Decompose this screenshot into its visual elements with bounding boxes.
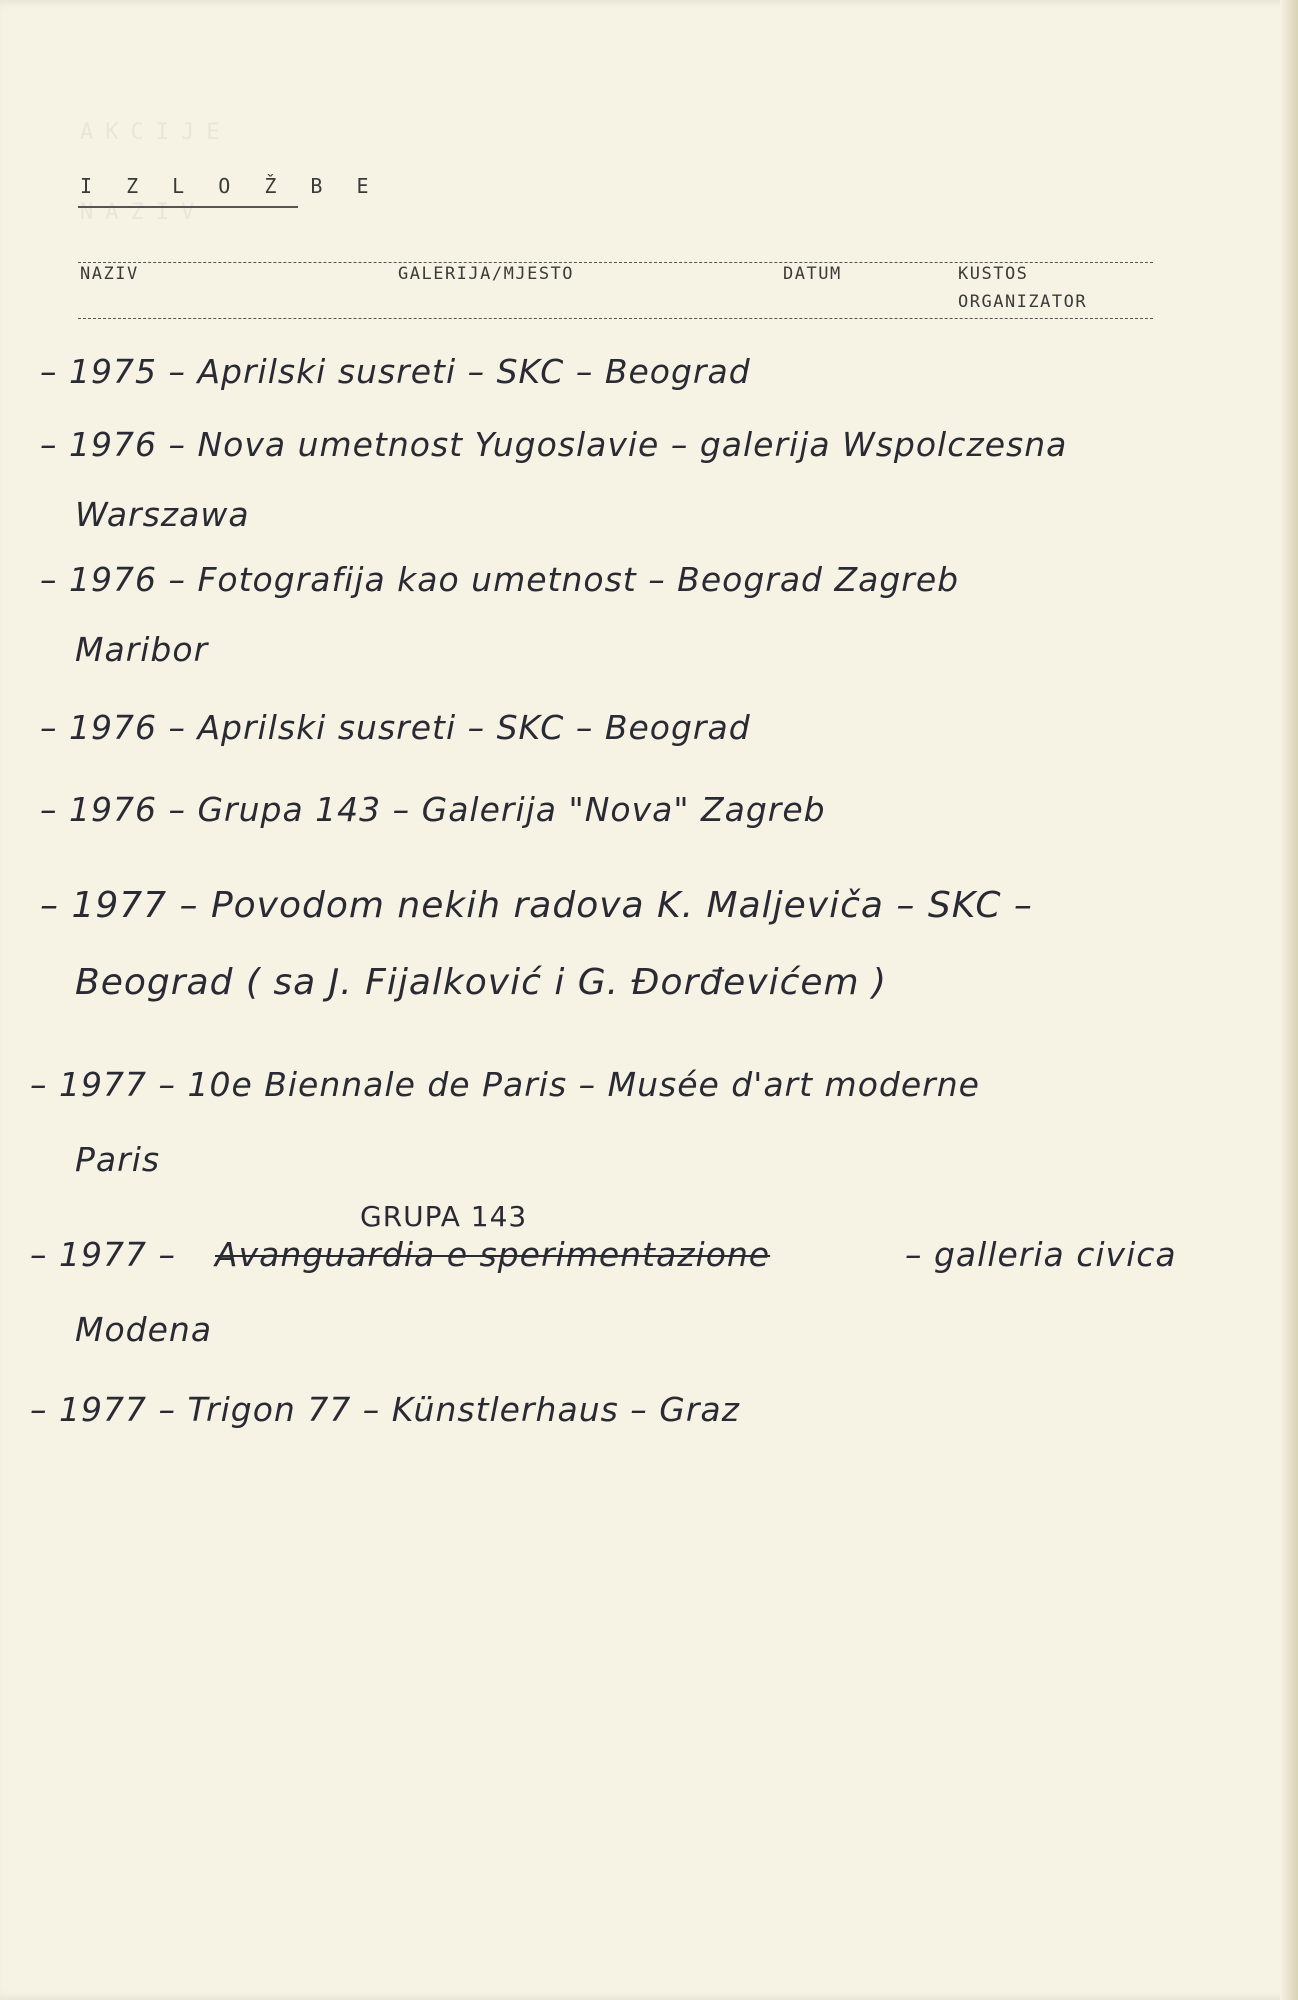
page-edge xyxy=(1280,0,1298,2000)
header-bottom-rule xyxy=(78,318,1153,319)
entry-8-insertion: GRUPA 143 xyxy=(360,1200,528,1233)
entry-4-line-1: – 1976 – Aprilski susreti – SKC – Beograd xyxy=(40,708,751,747)
column-kustos: KUSTOS xyxy=(958,264,1029,284)
entry-5-line-1: – 1976 – Grupa 143 – Galerija "Nova" Zagreb xyxy=(40,790,826,829)
bleed-through-text: AKCIJE xyxy=(80,120,232,145)
entry-7-line-1: – 1977 – 10e Biennale de Paris – Musée d'art moderne xyxy=(30,1065,980,1104)
entry-8-line-1-prefix: – 1977 – xyxy=(30,1235,176,1274)
entry-8-struck-title: Avanguardia e sperimentazione xyxy=(215,1235,771,1274)
entry-8-line-2: Modena xyxy=(75,1310,213,1349)
entry-3-line-1: – 1976 – Fotografija kao umetnost – Beograd Zagreb xyxy=(40,560,960,599)
column-galerija: GALERIJA/MJESTO xyxy=(398,264,575,284)
entry-6-line-1: – 1977 – Povodom nekih radova K. Maljeviča – SKC – xyxy=(40,885,1033,926)
title-underline xyxy=(78,206,298,208)
entry-2-line-1: – 1976 – Nova umetnost Yugoslavie – galerija Wspolczesna xyxy=(40,425,1068,464)
header-top-rule xyxy=(78,262,1153,263)
entry-6-line-2: Beograd ( sa J. Fijalković i G. Đorđevićem ) xyxy=(75,962,888,1003)
entry-3-line-2: Maribor xyxy=(75,630,209,669)
entry-7-line-2: Paris xyxy=(75,1140,161,1179)
column-datum: DATUM xyxy=(783,264,842,284)
page-title: I Z L O Ž B E xyxy=(80,174,380,198)
entry-1-line-1: – 1975 – Aprilski susreti – SKC – Beograd xyxy=(40,352,751,391)
entry-8-line-1-suffix: – galleria civica xyxy=(905,1235,1177,1274)
entry-9-line-1: – 1977 – Trigon 77 – Künstlerhaus – Graz xyxy=(30,1390,740,1429)
bleed-through-text-2: NAZIV xyxy=(80,200,207,225)
column-organizator: ORGANIZATOR xyxy=(958,292,1088,312)
column-naziv: NAZIV xyxy=(80,264,139,284)
entry-2-line-2: Warszawa xyxy=(75,495,250,534)
